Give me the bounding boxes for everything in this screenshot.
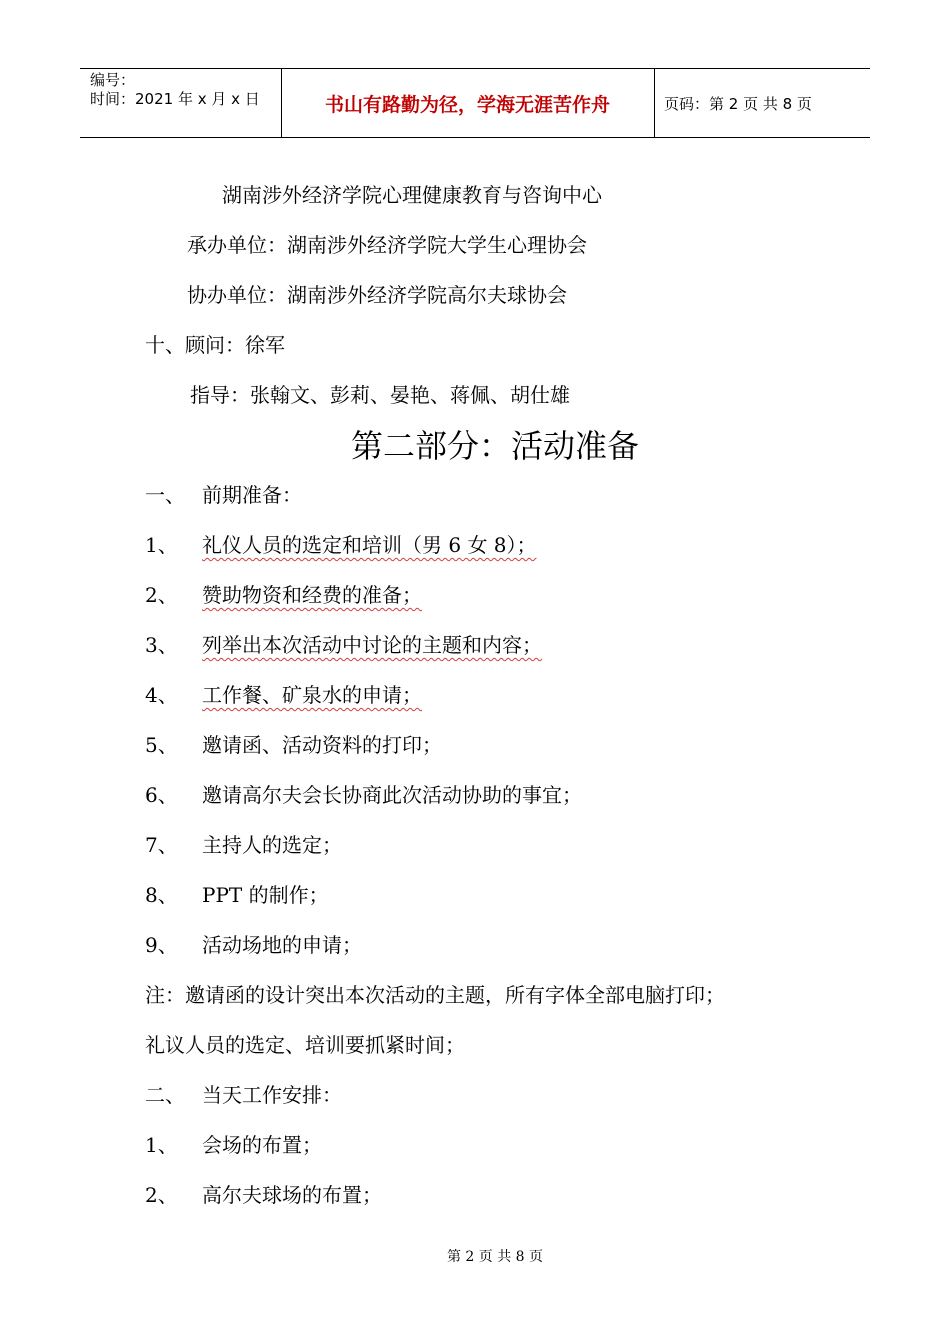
- note-line: 礼议人员的选定、培训要抓紧时间；: [145, 1033, 465, 1057]
- list-number: 1、: [145, 533, 178, 557]
- list-item: 工作餐、矿泉水的申请；: [202, 683, 422, 707]
- header-motto: 书山有路勤为径，学海无涯苦作舟: [324, 93, 610, 116]
- list-item: 主持人的选定；: [202, 833, 342, 857]
- doc-number-label: 编号：: [90, 71, 136, 89]
- guides-line: 指导：张翰文、彭莉、晏艳、蒋佩、胡仕雄: [190, 383, 570, 407]
- list-number: 4、: [145, 683, 178, 707]
- list-item: 会场的布置；: [202, 1133, 322, 1157]
- list-number: 二、: [145, 1083, 185, 1107]
- list-item: 邀请高尔夫会长协商此次活动协助的事宜；: [202, 783, 582, 807]
- list-item: 高尔夫球场的布置；: [202, 1183, 382, 1207]
- day-heading: 当天工作安排：: [202, 1083, 342, 1107]
- header-meta: [80, 69, 280, 137]
- list-number: 7、: [145, 833, 178, 857]
- list-number: 2、: [145, 583, 178, 607]
- list-number: 3、: [145, 633, 178, 657]
- host-org: 湖南涉外经济学院心理健康教育与咨询中心: [222, 183, 602, 207]
- page-footer: 第 2 页 共 8 页: [446, 1249, 544, 1265]
- list-item: 礼仪人员的选定和培训（男 6 女 8）；: [202, 533, 537, 557]
- prep-heading: 前期准备：: [202, 483, 302, 507]
- list-item: 列举出本次活动中讨论的主题和内容；: [202, 633, 542, 657]
- header-divider: [654, 69, 655, 137]
- undertaker-org: 承办单位：湖南涉外经济学院大学生心理协会: [187, 233, 587, 257]
- list-number: 一、: [145, 483, 185, 507]
- list-number: 6、: [145, 783, 178, 807]
- list-item: 赞助物资和经费的准备；: [202, 583, 422, 607]
- header-page-info: 页码：第 2 页 共 8 页: [664, 95, 812, 113]
- co-organizer-org: 协办单位：湖南涉外经济学院高尔夫球协会: [187, 283, 567, 307]
- list-number: 5、: [145, 733, 178, 757]
- list-number: 2、: [145, 1183, 178, 1207]
- note-line: 注：邀请函的设计突出本次活动的主题，所有字体全部电脑打印；: [145, 983, 725, 1007]
- list-item: 活动场地的申请；: [202, 933, 362, 957]
- page-header: [80, 68, 870, 138]
- list-item: PPT 的制作；: [202, 883, 329, 907]
- doc-time-label: 时间：2021 年 x 月 x 日: [90, 90, 260, 108]
- advisor-line: 十、顾问：徐军: [145, 333, 285, 357]
- list-number: 8、: [145, 883, 178, 907]
- section-title: 第二部分：活动准备: [350, 427, 639, 465]
- list-item: 邀请函、活动资料的打印；: [202, 733, 442, 757]
- list-number: 1、: [145, 1133, 178, 1157]
- list-number: 9、: [145, 933, 178, 957]
